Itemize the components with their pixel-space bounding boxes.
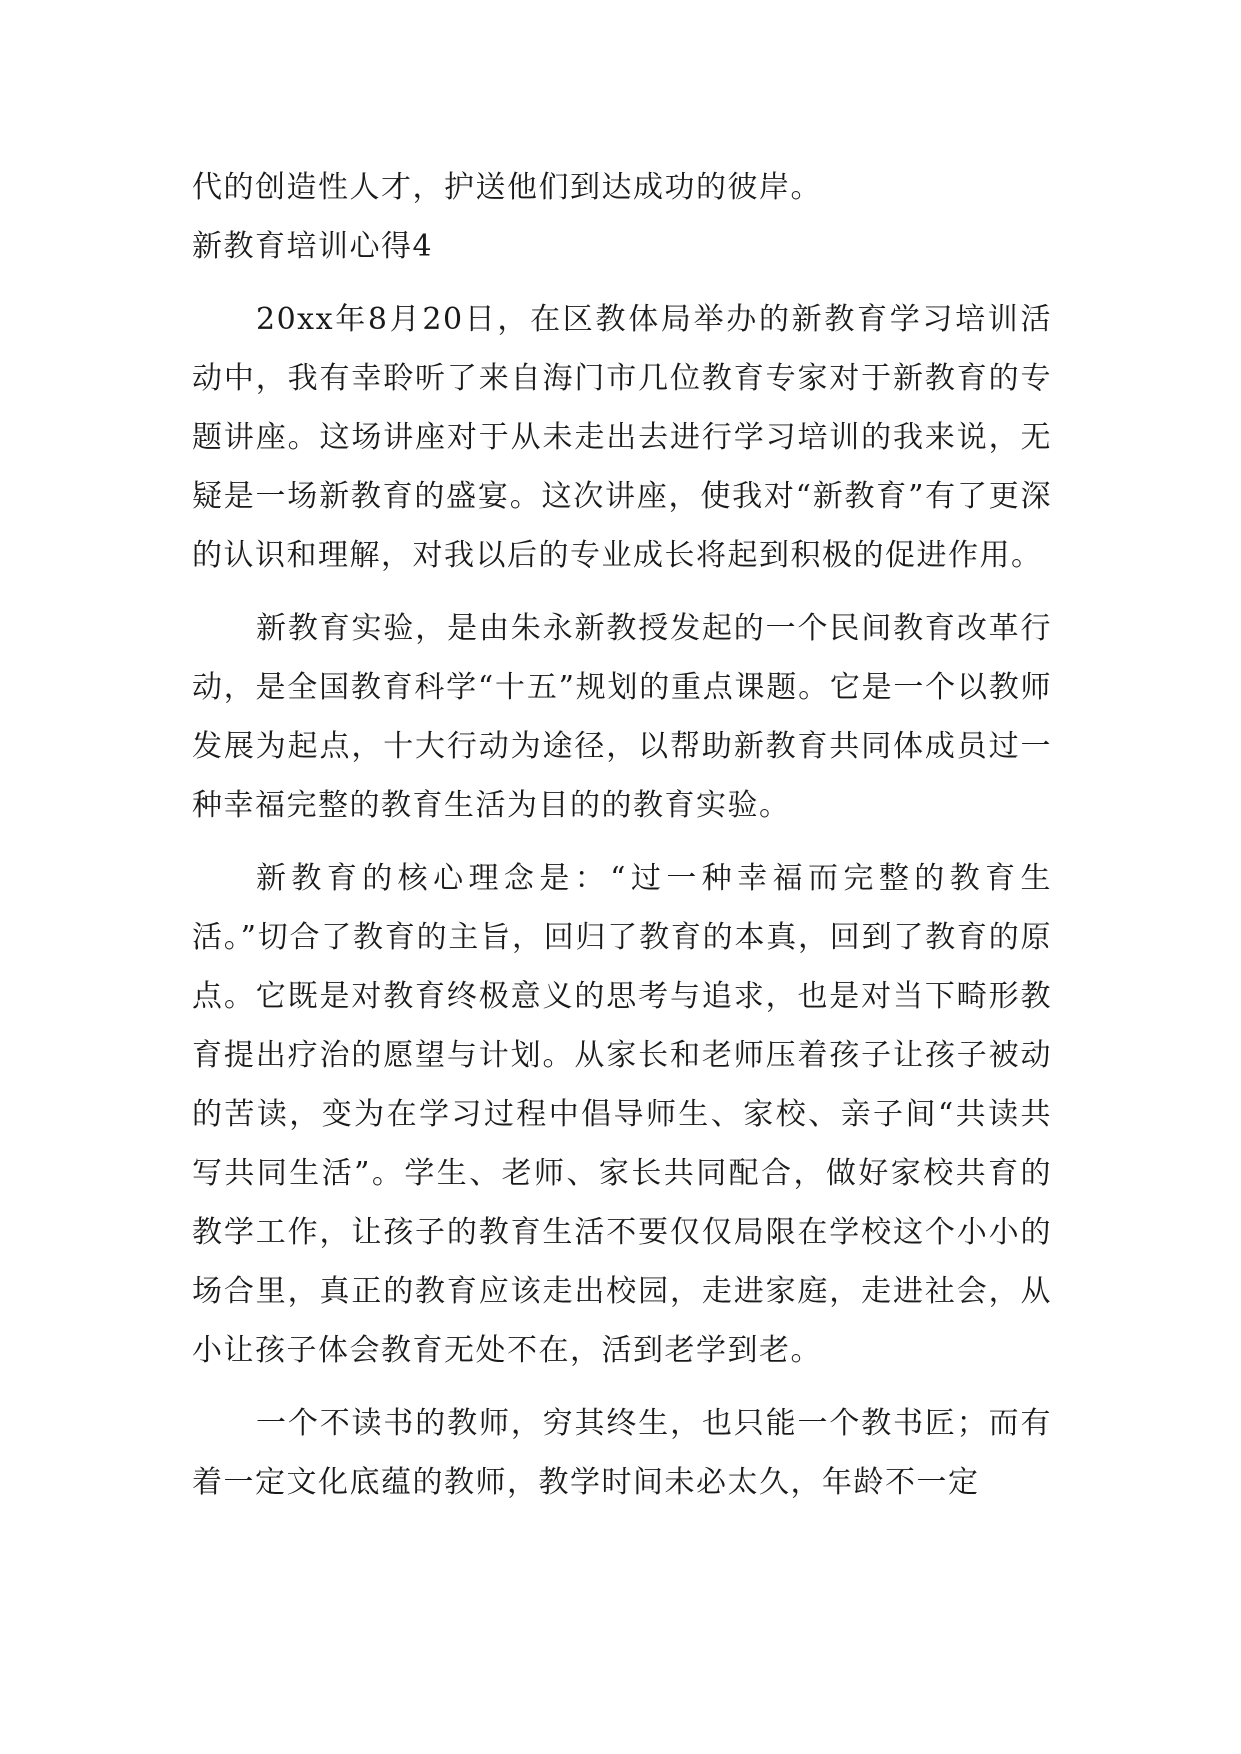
document-body: [192, 158, 1052, 1512]
continuation-line: 代的创造性人才，护送他们到达成功的彼岸。: [192, 170, 822, 205]
paragraph-3: 新教育的核心理念是：“过一种幸福而完整的教育生活。”切合了教育的主旨，回归了教育的本真，回到了教育的原点。它既是对教育终极意义的思考与追求，也是对当下畸形教育提出疗治的愿望与计划。从家长和老师压着孩子让孩子被动的苦读，变为在学习过程中倡导师生、家校、亲子间“共读共写共同生活”。学生、老师、家长共同配合，做好家校共育的教学工作，让孩子的教育生活不要仅仅局限在学校这个小小的场合里，真正的教育应该走出校园，走进家庭，走进社会，从小让孩子体会教育无处不在，活到老学到老。: [192, 861, 1052, 1368]
paragraph-4: 一个不读书的教师，穷其终生，也只能一个教书匠；而有着一定文化底蕴的教师，教学时间未必太久，年龄不一定: [192, 1406, 1052, 1500]
section-heading: 新教育培训心得4: [192, 229, 434, 264]
paragraph-1: 20xx年8月20日，在区教体局举办的新教育学习培训活动中，我有幸聆听了来自海门市几位教育专家对于新教育的专题讲座。这场讲座对于从未走出去进行学习培训的我来说，无疑是一场新教育的盛宴。这次讲座，使我对“新教育”有了更深的认识和理解，对我以后的专业成长将起到积极的促进作用。: [192, 302, 1052, 573]
paragraph-2: 新教育实验，是由朱永新教授发起的一个民间教育改革行动，是全国教育科学“十五”规划的重点课题。它是一个以教师发展为起点，十大行动为途径，以帮助新教育共同体成员过一种幸福完整的教育生活为目的的教育实验。: [192, 611, 1052, 823]
